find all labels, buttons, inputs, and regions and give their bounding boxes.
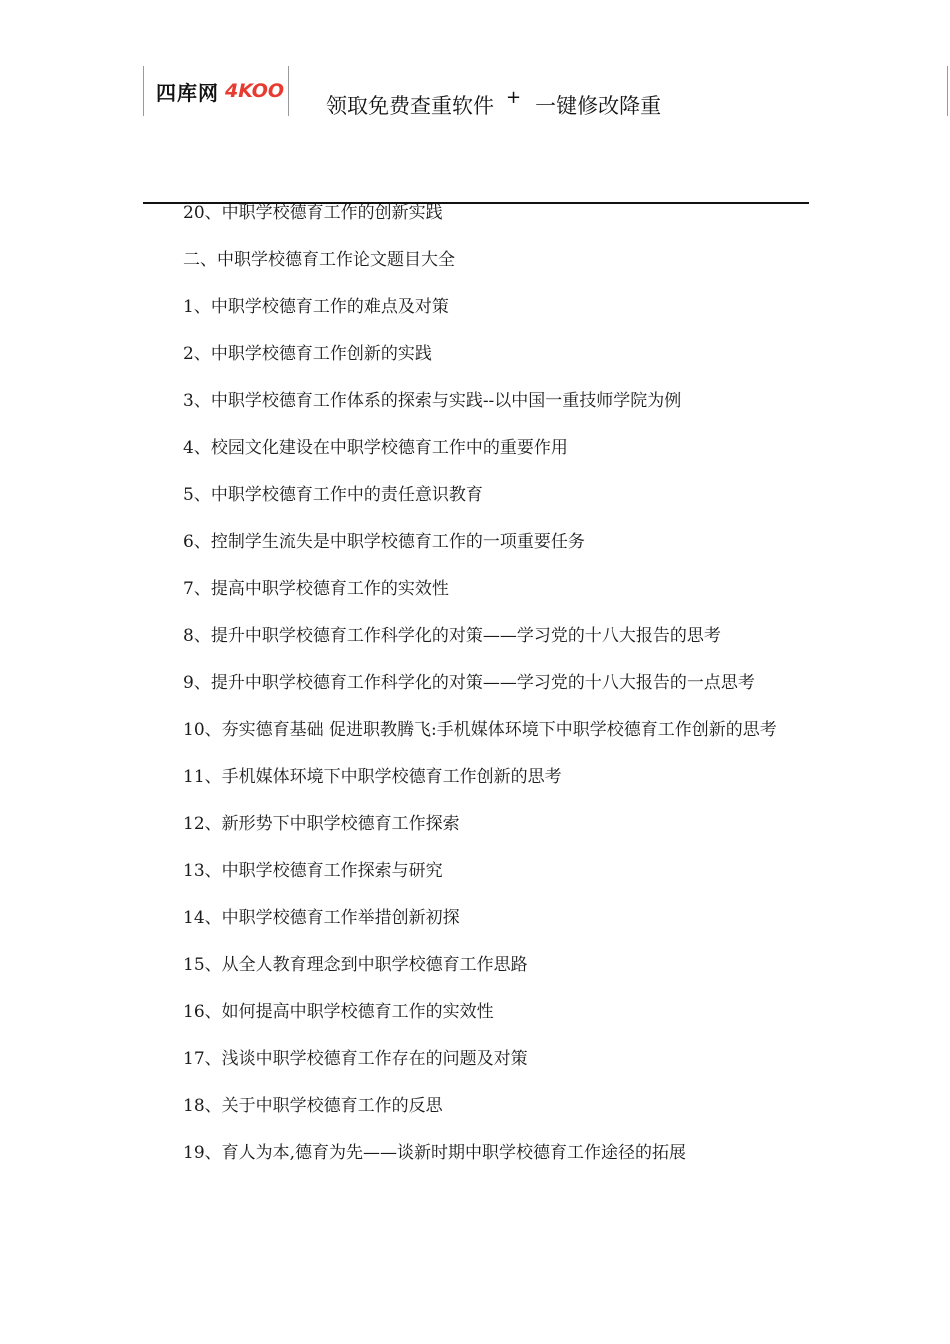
paragraph: 10、夯实德育基础 促进职教腾飞:手机媒体环境下中职学校德育工作创新的思考 — [183, 720, 777, 740]
paragraph: 3、中职学校德育工作体系的探索与实践--以中国一重技师学院为例 — [183, 391, 682, 411]
paragraph: 1、中职学校德育工作的难点及对策 — [183, 297, 449, 317]
paragraph: 12、新形势下中职学校德育工作探索 — [183, 814, 460, 834]
paragraph: 13、中职学校德育工作探索与研究 — [183, 861, 443, 881]
promo-free-check-text: 领取免费查重软件 — [326, 94, 494, 118]
paragraph: 11、手机媒体环境下中职学校德育工作创新的思考 — [183, 767, 562, 787]
header-promo[interactable] — [326, 87, 662, 120]
paragraph: 6、控制学生流失是中职学校德育工作的一项重要任务 — [183, 532, 585, 552]
logo-english-text: 4KOO — [225, 80, 285, 102]
paragraph: 18、关于中职学校德育工作的反思 — [183, 1096, 443, 1116]
paragraph: 16、如何提高中职学校德育工作的实效性 — [183, 1002, 494, 1022]
paragraph: 7、提高中职学校德育工作的实效性 — [183, 579, 449, 599]
site-logo[interactable] — [143, 66, 289, 116]
paragraph: 15、从全人教育理念到中职学校德育工作思路 — [183, 955, 528, 975]
paragraph: 17、浅谈中职学校德育工作存在的问题及对策 — [183, 1049, 528, 1069]
paragraph: 8、提升中职学校德育工作科学化的对策——学习党的十八大报告的思考 — [183, 626, 721, 646]
header-divider — [947, 66, 948, 116]
paragraph: 2、中职学校德育工作创新的实践 — [183, 344, 432, 364]
logo-chinese-text: 四库网 — [156, 80, 219, 105]
paragraph: 19、育人为本,德育为先——谈新时期中职学校德育工作途径的拓展 — [183, 1143, 687, 1163]
paragraph: 4、校园文化建设在中职学校德育工作中的重要作用 — [183, 438, 568, 458]
paragraph: 14、中职学校德育工作举措创新初探 — [183, 908, 460, 928]
plus-icon: + — [506, 87, 522, 108]
paragraph: 20、中职学校德育工作的创新实践 — [183, 203, 443, 223]
paragraph: 9、提升中职学校德育工作科学化的对策——学习党的十八大报告的一点思考 — [183, 673, 755, 693]
section-heading: 二、中职学校德育工作论文题目大全 — [183, 250, 455, 270]
paragraph: 5、中职学校德育工作中的责任意识教育 — [183, 485, 483, 505]
promo-rewrite-text: 一键修改降重 — [535, 94, 662, 118]
document-body — [143, 201, 809, 1188]
